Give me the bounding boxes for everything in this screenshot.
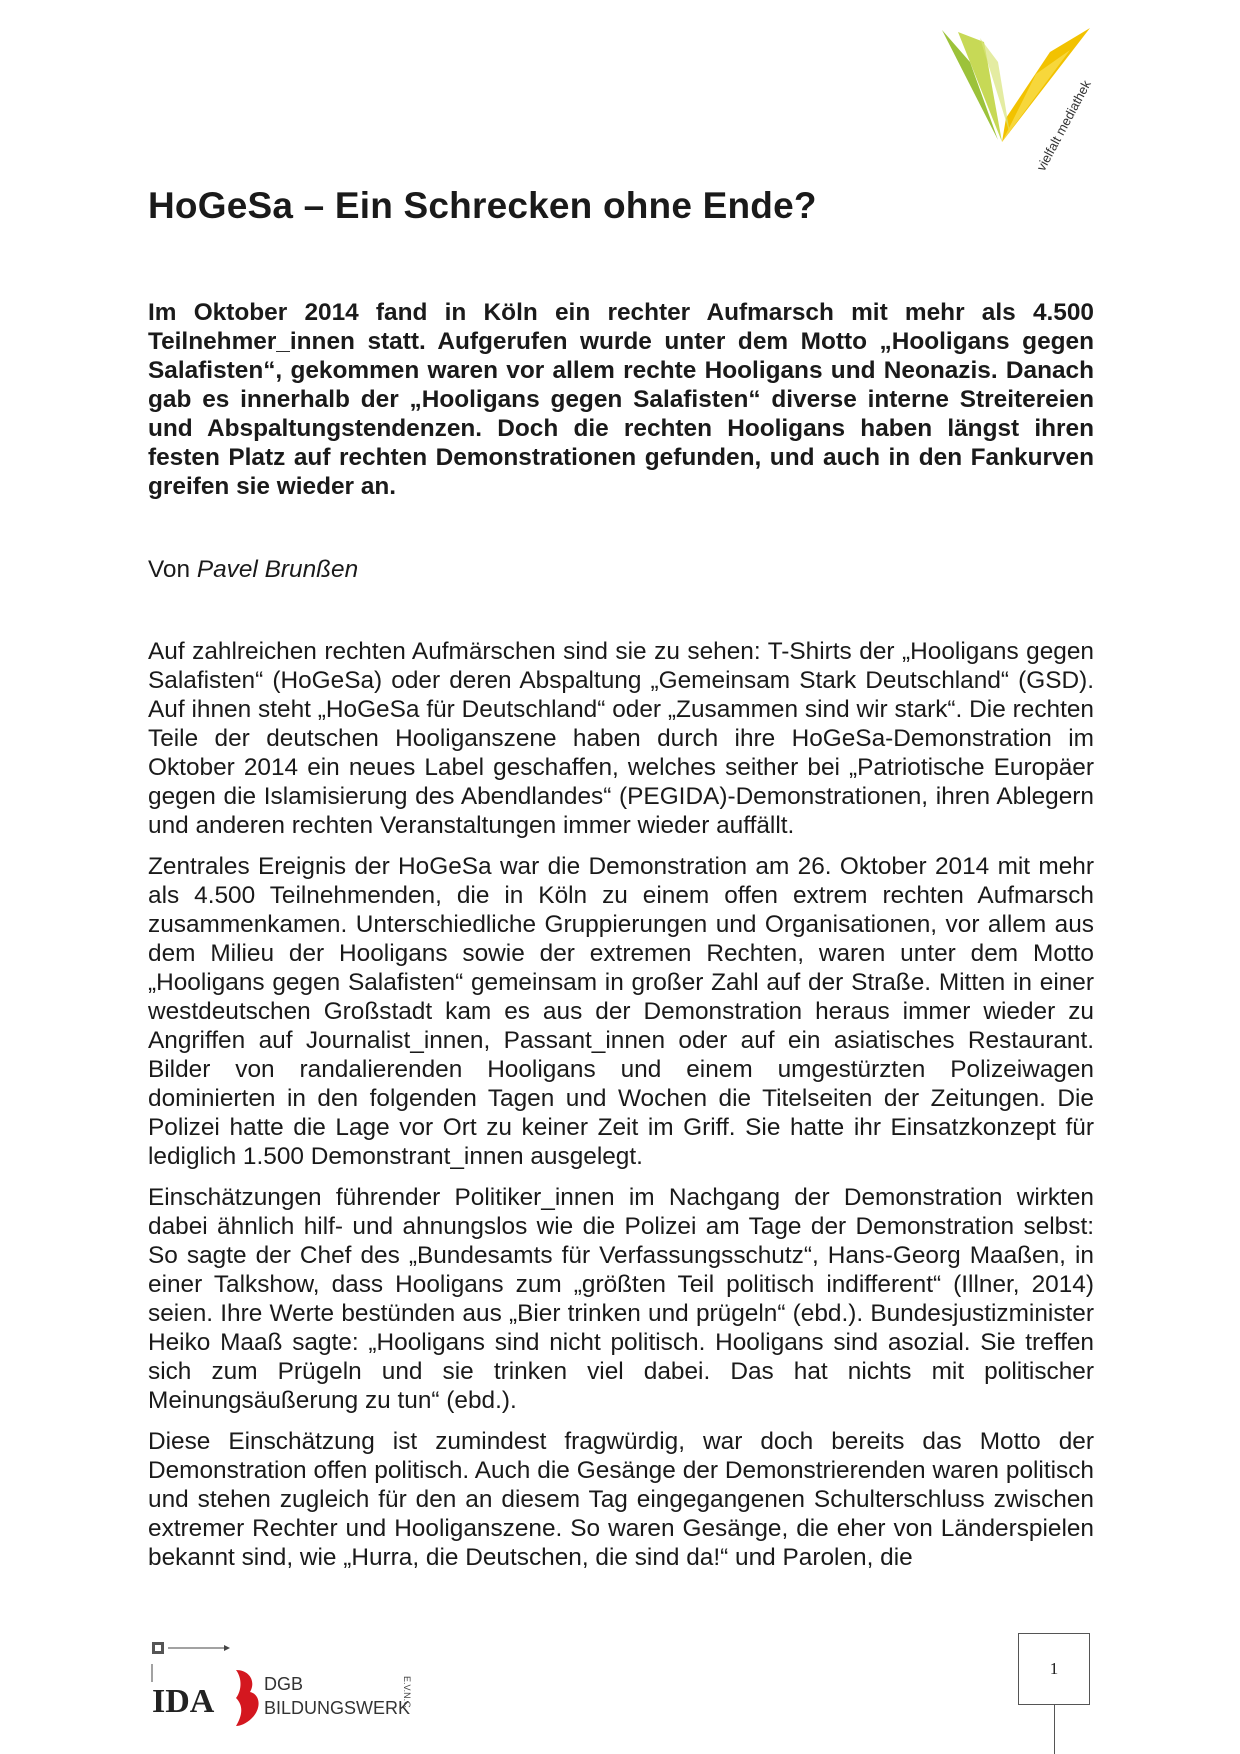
lead-paragraph: Im Oktober 2014 fand in Köln ein rechter Aufmarsch mit mehr als 4.500 Teilnehmer_innen statt. Aufgerufen wurde unter dem Motto „Hooligans gegen Salafisten“, gekommen waren vor allem rechte Hooligans und Neonazis. Danach gab es innerhalb der „Hooligans gegen Salafisten“ diverse interne Streitereien und Abspaltungstendenzen. Doch die rechten Hooligans haben längst ihren festen Platz auf rechten Demonstrationen gefunden, und auch in den Fankurven greifen sie wieder an.	[148, 299, 1094, 500]
vielfalt-mediathek-logo	[940, 22, 1120, 182]
article-body	[148, 637, 1094, 1584]
dgb-side-text: E.V.N.C	[402, 1676, 412, 1708]
body-paragraph: Einschätzungen führender Politiker_innen im Nachgang der Demonstration wirkten dabei ähnlich hilf- und ahnungslos wie die Polizei am Tage der Demonstration selbst: So sagte der Chef des „Bundesamts für Verfassungsschutz“, Hans-Georg Maaßen, in einer Talkshow, dass Hooligans zum „größten Teil politisch indifferent“ (Illner, 2014) seien. Ihre Werte bestünden aus „Bier trinken und prügeln“ (ebd.). Bundesjustizminister Heiko Maaß sagte: „Hooligans sind nicht politisch. Hooligans sind asozial. Sie treffen sich zum Prügeln und sie trinken viel dabei. Das hat nichts mit politischer Meinungsäußerung zu tun“ (ebd.).	[148, 1184, 1094, 1414]
body-paragraph: Auf zahlreichen rechten Aufmärschen sind sie zu sehen: T-Shirts der „Hooligans gegen Salafisten“ (HoGeSa) oder deren Abspaltung „Gemeinsam Stark Deutschland“ (GSD). Auf ihnen steht „HoGeSa für Deutschland“ oder „Zusammen sind wir stark“. Die rechten Teile der deutschen Hooliganszene haben durch ihre HoGeSa-Demonstration im Oktober 2014 ein neues Label geschaffen, welches seither bei „Patriotische Europäer gegen die Islamisierung des Abendlandes“ (PEGIDA)-Demonstrationen, ihren Ablegern und anderen rechten Veranstaltungen immer wieder auffällt.	[148, 638, 1094, 839]
body-paragraph: Zentrales Ereignis der HoGeSa war die Demonstration am 26. Oktober 2014 mit mehr als 4.500 Teilnehmenden, die in Köln zu einem offen extrem rechten Aufmarsch zusammenkamen. Unterschiedliche Gruppierungen und Organisationen, vor allem aus dem Milieu der Hooligans sowie der extremen Rechten, waren unter dem Motto „Hooligans gegen Salafisten“ gemeinsam in großer Zahl auf der Straße. Mitten in einer westdeutschen Großstadt kam es aus der Demonstration heraus immer wieder zu Angriffen auf Journalist_innen, Passant_innen oder auf ein asiatisches Restaurant. Bilder von randalierenden Hooligans und einem umgestürzten Polizeiwagen dominierten in den folgenden Tagen und Wochen die Titelseiten der Zeitungen. Die Polizei hatte die Lage vor Ort zu keiner Zeit im Griff. Sie hatte ihr Einsatzkonzept für lediglich 1.500 Demonstrant_innen ausgelegt.	[148, 853, 1094, 1170]
author-prefix: Von	[148, 556, 191, 583]
page-number-stem	[1054, 1705, 1055, 1754]
logo-text: vielfalt mediathek	[1033, 77, 1094, 174]
author-line	[148, 555, 358, 584]
dgb-bildungswerk-logo	[232, 1668, 432, 1728]
article-title: HoGeSa – Ein Schrecken ohne Ende?	[148, 185, 817, 226]
author-name: Pavel Brunßen	[196, 556, 359, 583]
bildungswerk-text: BILDUNGSWERK	[264, 1698, 411, 1718]
dgb-text: DGB	[264, 1674, 304, 1694]
page-number-box	[1018, 1633, 1090, 1705]
ida-text: IDA	[152, 1683, 215, 1720]
page-number: 1	[1049, 1659, 1059, 1678]
body-paragraph: Diese Einschätzung ist zumindest fragwürdig, war doch bereits das Motto der Demonstration offen politisch. Auch die Gesänge der Demonstrierenden waren politisch und stehen zugleich für den an diesem Tag eingegangenen Schulterschluss zwischen extremer Rechter und Hooliganszene. So waren Gesänge, die eher von Länderspielen bekannt sind, wie „Hurra, die Deutschen, die sind da!“ und Parolen, die	[148, 1428, 1094, 1571]
